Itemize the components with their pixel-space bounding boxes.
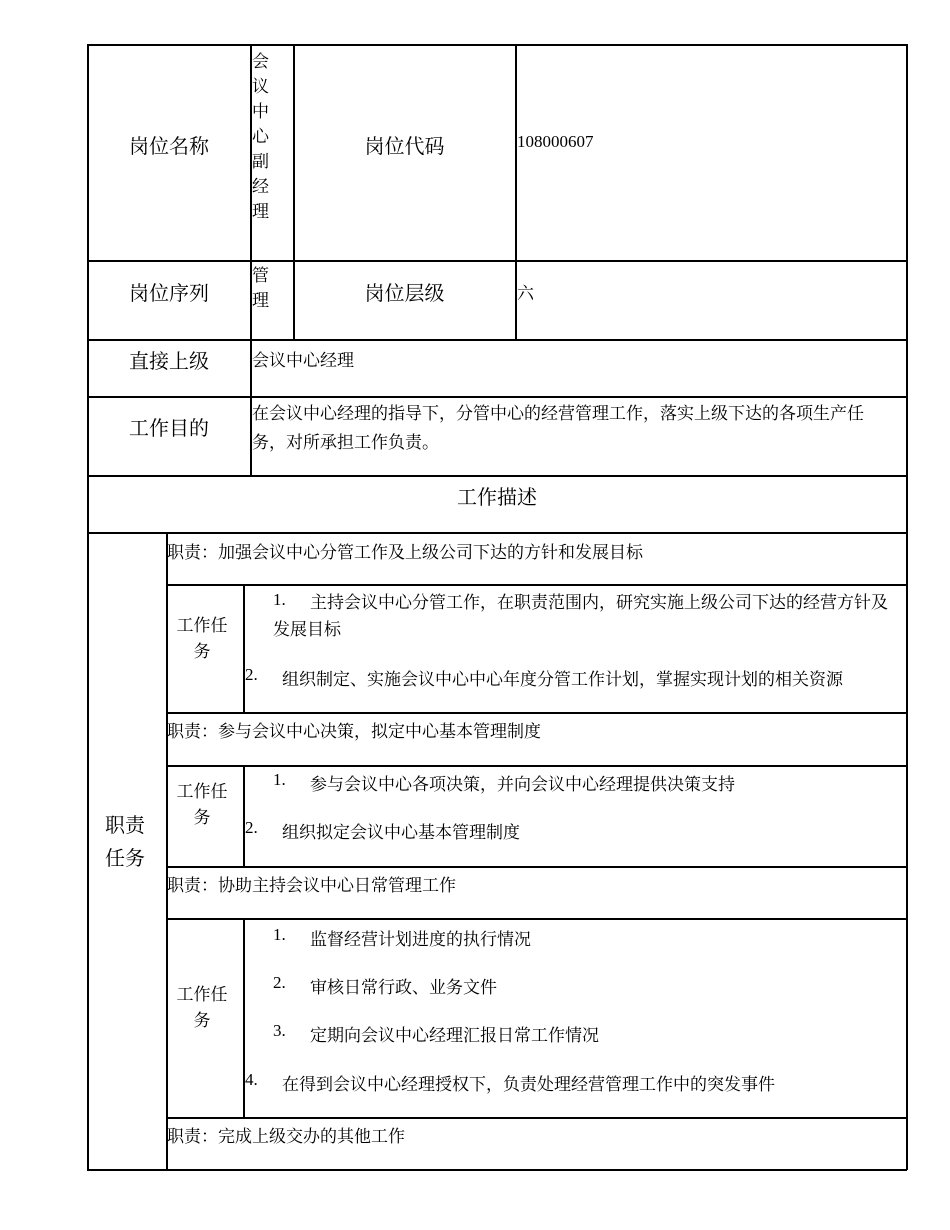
border-line — [87, 339, 907, 341]
task-label: 工作任务 — [176, 782, 228, 827]
border-line — [87, 532, 907, 534]
border-line — [166, 765, 907, 767]
task-number: 4. — [245, 1070, 258, 1089]
border-line — [166, 584, 907, 586]
task-text: 审核日常行政、业务文件 — [310, 978, 497, 997]
task-number: 2. — [245, 665, 258, 684]
task-number: 2. — [273, 973, 286, 992]
border-line — [906, 44, 908, 1170]
purpose-label: 工作目的 — [129, 418, 209, 440]
task-text: 定期向会议中心经理汇报日常工作情况 — [310, 1026, 599, 1045]
task-number: 1. — [273, 590, 286, 609]
duty-title: 职责：加强会议中心分管工作及上级公司下达的方针和发展目标 — [167, 543, 643, 562]
post-code-value: 108000607 — [517, 132, 594, 151]
border-line — [87, 1169, 907, 1171]
task-text: 组织制定、实施会议中心中心年度分管工作计划，掌握实现计划的相关资源 — [282, 670, 843, 689]
superior-label: 直接上级 — [129, 351, 209, 373]
post-code-label: 岗位代码 — [364, 136, 445, 158]
purpose-value: 在会议中心经理的指导下，分管中心的经营管理工作，落实上级下达的各项生产任务，对所承担工作负责。 — [252, 404, 864, 452]
superior-value: 会议中心经理 — [252, 351, 354, 370]
border-line — [87, 260, 907, 262]
post-level-label: 岗位层级 — [364, 283, 445, 305]
task-number: 1. — [273, 770, 286, 789]
border-line — [243, 765, 245, 867]
task-number: 2. — [245, 818, 258, 837]
duty-title: 职责：协助主持会议中心日常管理工作 — [167, 876, 456, 895]
border-line — [166, 918, 907, 920]
border-line — [87, 44, 907, 46]
border-line — [87, 44, 89, 1170]
task-text: 组织拟定会议中心基本管理制度 — [282, 823, 520, 842]
duties-label: 职责任务 — [105, 815, 145, 870]
post-series-label: 岗位序列 — [129, 283, 209, 305]
task-text: 参与会议中心各项决策，并向会议中心经理提供决策支持 — [310, 775, 735, 794]
post-name-value: 会议中心副经理 — [252, 52, 269, 221]
description-title: 工作描述 — [457, 487, 537, 509]
border-line — [166, 712, 907, 714]
task-text: 监督经营计划进度的执行情况 — [310, 930, 531, 949]
task-text: 在得到会议中心经理授权下，负责处理经营管理工作中的突发事件 — [282, 1075, 775, 1094]
post-level-value: 六 — [517, 284, 534, 303]
task-label: 工作任务 — [176, 985, 228, 1030]
border-line — [166, 532, 168, 1170]
task-text: 主持会议中心分管工作，在职责范围内，研究实施上级公司下达的经营方针及发展目标 — [273, 593, 888, 639]
border-line — [166, 866, 907, 868]
task-label: 工作任务 — [176, 616, 228, 661]
border-line — [243, 584, 245, 713]
duty-title: 职责：完成上级交办的其他工作 — [167, 1127, 405, 1146]
post-name-label: 岗位名称 — [129, 136, 209, 158]
duty-title: 职责：参与会议中心决策，拟定中心基本管理制度 — [167, 722, 541, 741]
task-number: 1. — [273, 925, 286, 944]
border-line — [87, 396, 907, 398]
task-number: 3. — [273, 1021, 286, 1040]
border-line — [166, 1117, 907, 1119]
post-series-value: 管理 — [252, 266, 269, 310]
border-line — [87, 475, 907, 477]
